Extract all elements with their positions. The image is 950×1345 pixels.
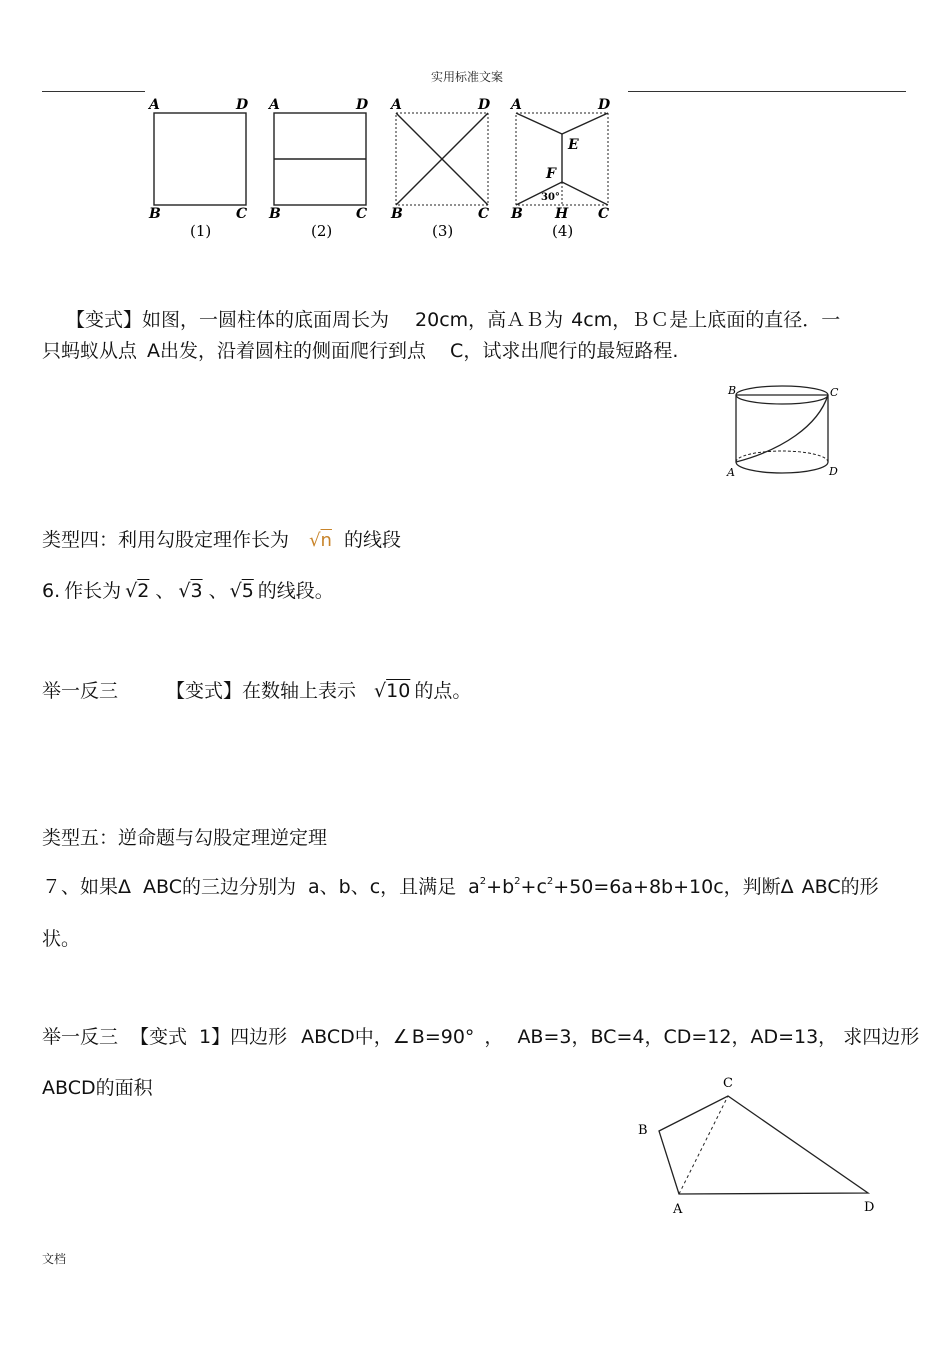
cylinder-label-C: C: [830, 386, 839, 399]
type5-heading: 类型五：逆命题与勾股定理逆定理: [42, 827, 328, 849]
label-2-A: A: [269, 97, 280, 113]
cylinder-label-B: B: [728, 384, 737, 397]
sqrt-n-symbol: √n: [309, 530, 332, 551]
cylinder-ant-path: [736, 395, 828, 462]
question-6: 6. 作长为 √2 、 √3 、 √5 的线段。: [42, 580, 334, 602]
figure-squares: [140, 94, 620, 246]
label-2-B: B: [269, 206, 281, 222]
label-3-A: A: [391, 97, 402, 113]
quad-label-D: D: [864, 1200, 875, 1215]
label-4-C: C: [598, 206, 610, 222]
cylinder-label-D: D: [829, 465, 838, 478]
label-4-E: E: [568, 137, 579, 153]
variant-1-line2: ABCD的面积: [42, 1077, 153, 1099]
cylinder-problem-line2: 只蚂蚁从点 A出发，沿着圆柱的侧面爬行到点 C，试求出爬行的最短路程.: [42, 340, 679, 362]
quad-label-C: C: [723, 1076, 733, 1091]
question-7-line1: ７、如果Δ ABC的三边分别为 a、b、c，且满足 $a^2+b^2+c^2+50=6a+8b+10c$，判断Δ ABC的形: [42, 876, 879, 898]
figure-cylinder: [722, 378, 852, 488]
label-4-angle: 30°: [541, 192, 560, 203]
header-title: 实用标准文案: [431, 70, 504, 84]
label-3-C: C: [478, 206, 490, 222]
quad-label-A: A: [673, 1202, 683, 1217]
header-rule-left: [42, 91, 145, 92]
square-4-path-bottom: [516, 182, 608, 205]
label-1-A: A: [149, 97, 160, 113]
label-2-C: C: [356, 206, 368, 222]
label-4-F: F: [546, 166, 556, 182]
caption-1: (1): [190, 222, 212, 240]
cylinder-problem-line1: 【变式】如图，一圆柱体的底面周长为 20cm，高ＡＢ为 4cm，ＢＣ是上底面的直径．一: [66, 309, 841, 331]
label-4-B: B: [511, 206, 523, 222]
label-4-H: H: [555, 206, 569, 222]
variant-number-line: 举一反三 【变式】在数轴上表示 √10 的点。: [42, 680, 472, 702]
label-2-D: D: [356, 97, 369, 113]
caption-4: (4): [552, 222, 574, 240]
cylinder-bottom-back: [736, 451, 828, 462]
cylinder-label-A: A: [727, 466, 735, 479]
caption-2: (2): [311, 222, 333, 240]
figure-quadrilateral: [630, 1070, 880, 1220]
question-7-line2: 状。: [42, 928, 81, 950]
square-1: [154, 113, 246, 205]
label-3-D: D: [478, 97, 491, 113]
quad-outline: [659, 1096, 868, 1194]
label-3-B: B: [391, 206, 403, 222]
label-1-C: C: [236, 206, 248, 222]
header-rule-right: [628, 91, 906, 92]
label-1-B: B: [149, 206, 161, 222]
type4-heading: 类型四：利用勾股定理作长为 √n 的线段: [42, 529, 402, 551]
quad-label-B: B: [638, 1123, 648, 1138]
label-1-D: D: [236, 97, 249, 113]
label-4-D: D: [598, 97, 611, 113]
variant-1-line1: 举一反三 【变式 1】四边形 ABCD中，∠ B=90° ， AB=3，BC=4，CD=12，AD=13， 求四边形: [42, 1026, 920, 1048]
caption-3: (3): [432, 222, 454, 240]
quad-diagonal-AC: [679, 1096, 728, 1194]
footer-label: 文档: [42, 1252, 67, 1266]
square-4-path-top: [516, 113, 608, 134]
label-4-A: A: [511, 97, 522, 113]
cylinder-bottom-front: [736, 462, 828, 473]
